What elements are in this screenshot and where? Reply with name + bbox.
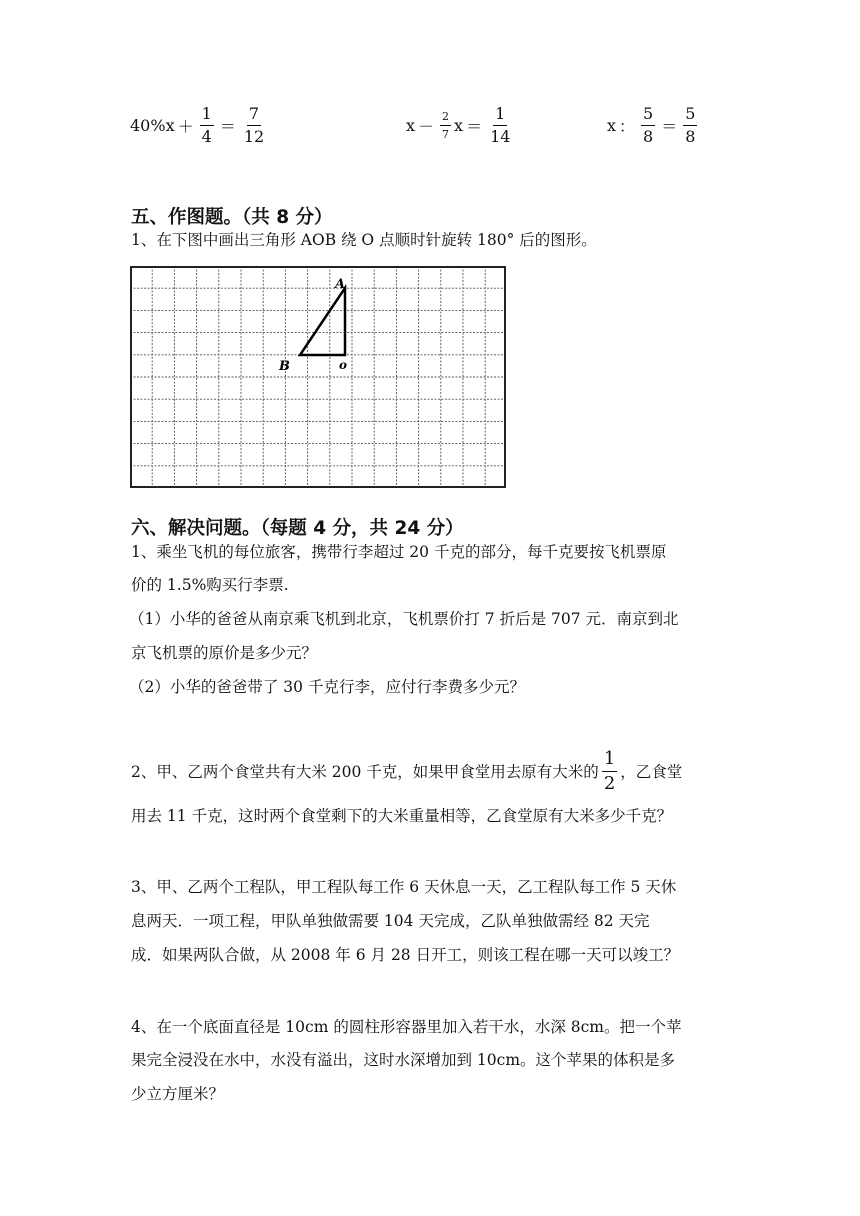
denominator: 2	[603, 773, 616, 794]
numerator: 2	[440, 111, 451, 126]
denominator: 12	[243, 127, 265, 146]
denominator: 14	[490, 127, 511, 146]
q4-line-3: 少立方厘米？	[131, 1085, 225, 1103]
grid-lines	[130, 266, 506, 488]
section-5-heading: 五、作图题。（共 8 分）	[131, 207, 333, 228]
numerator: 1	[200, 106, 214, 126]
q2-line-2: 用去 11 千克，这时两个食堂剩下的大米重量相等，乙食堂原有大米多少千克？	[131, 807, 673, 825]
numerator: 5	[683, 106, 697, 126]
fraction	[200, 106, 214, 145]
section-6-heading: 六、解决问题。（每题 4 分，共 24 分）	[131, 518, 464, 539]
numerator: 7	[247, 106, 261, 126]
fraction	[683, 106, 697, 145]
q3-line-3: 成．如果两队合做，从 2008 年 6 月 28 日开工，则该工程在哪一天可以竣工？	[131, 946, 680, 964]
colon-sign: ：	[619, 117, 636, 136]
equals-sign: ＝	[466, 117, 483, 136]
triangle-aob	[300, 288, 345, 355]
denominator: 4	[201, 127, 212, 146]
q2-text-before: 2、甲、乙两个食堂共有大米 200 千克，如果甲食堂用去原有大米的	[131, 762, 599, 781]
q2-line-1	[131, 750, 682, 793]
grid-figure	[130, 266, 506, 488]
fraction	[641, 106, 655, 145]
q4-line-2: 果完全浸没在水中，水没有溢出，这时水深增加到 10cm。这个苹果的体积是多	[131, 1051, 676, 1069]
minus-sign: －	[418, 117, 435, 136]
label-o: o	[339, 358, 348, 372]
eq1-term: 40%x	[130, 116, 175, 135]
eq2-variable: x	[454, 116, 464, 135]
equation-1	[130, 106, 269, 145]
q3-line-1: 3、甲、乙两个工程队，甲工程队每工作 6 天休息一天，乙工程队每工作 5 天休	[131, 878, 677, 896]
eq2-term: x	[406, 116, 416, 135]
equals-sign: ＝	[219, 117, 236, 136]
q4-line-1: 4、在一个底面直径是 10cm 的圆柱形容器里加入若干水，水深 8cm。把一个苹	[131, 1018, 682, 1036]
numerator: 1	[602, 750, 617, 772]
section-5-question-1: 1、在下图中画出三角形 AOB 绕 O 点顺时针旋转 180° 后的图形。	[131, 231, 597, 249]
fraction	[488, 106, 512, 145]
fraction	[440, 111, 451, 140]
plus-sign: ＋	[177, 117, 194, 136]
label-a: A	[335, 277, 346, 292]
denominator: 8	[643, 127, 654, 146]
q1-line-2: 价的 1.5%购买行李票.	[131, 576, 289, 594]
q3-line-2: 息两天．一项工程，甲队单独做需要 104 天完成，乙队单独做需经 82 天完	[131, 912, 650, 930]
fraction	[242, 106, 266, 145]
equation-2	[406, 106, 515, 145]
numerator: 1	[493, 106, 507, 126]
label-b: B	[279, 359, 290, 374]
eq3-term: x	[607, 116, 617, 135]
denominator: 8	[685, 127, 696, 146]
equals-sign: ＝	[661, 117, 678, 136]
q2-text-after: ，乙食堂	[620, 762, 683, 781]
q1-sub-1-line-1: （1）小华的爸爸从南京乘飞机到北京，飞机票价打 7 折后是 707 元．南京到北	[129, 610, 679, 628]
equation-3	[607, 106, 700, 145]
numerator: 5	[641, 106, 655, 126]
q1-sub-1-line-2: 京飞机票的原价是多少元？	[131, 644, 318, 662]
fraction	[602, 750, 617, 793]
denominator: 7	[442, 128, 450, 141]
q1-line-1: 1、乘坐飞机的每位旅客，携带行李超过 20 千克的部分，每千克要按飞机票原	[131, 543, 667, 561]
q1-sub-2: （2）小华的爸爸带了 30 千克行李，应付行李费多少元？	[129, 678, 525, 696]
